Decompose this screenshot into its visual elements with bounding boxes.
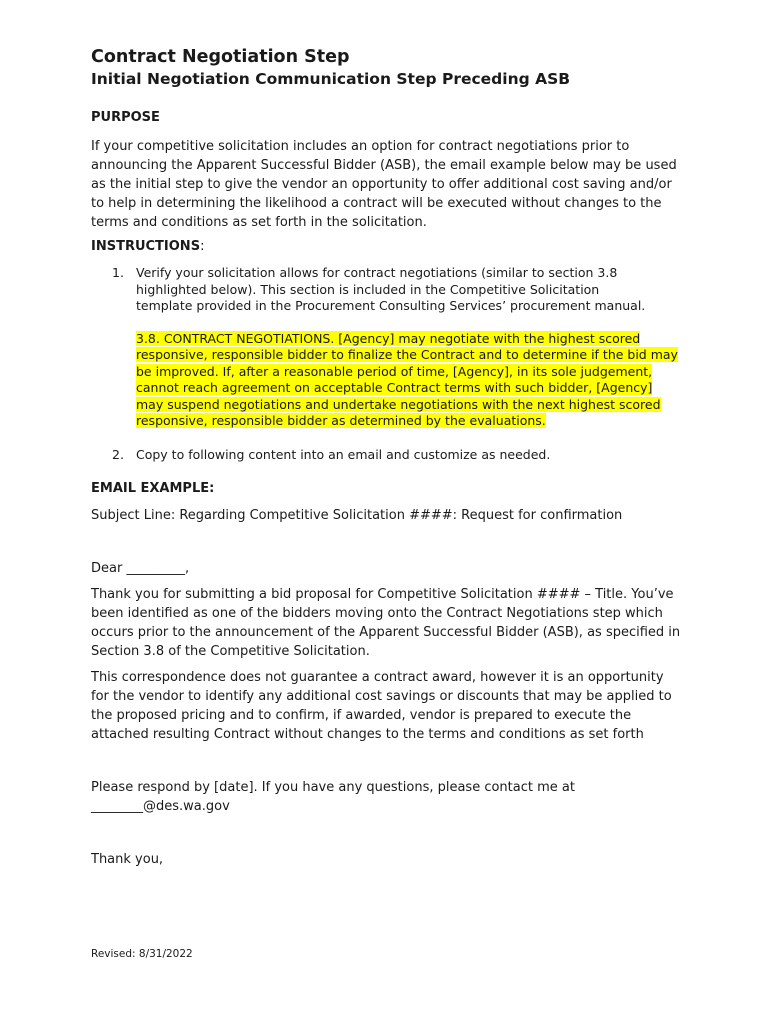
document-subtitle: Initial Negotiation Communication Step Preceding ASB [91,70,571,88]
email-body-paragraph-2: This correspondence does not guarantee a contract award, however it is an opportunity for the vendor to identify any additional cost savings or discounts that may be applied to the proposed pricing and to confirm, if awarded, vendor is prepared to execute the attached resulting Contract without changes to the terms and conditions as set forth [91,670,672,742]
instruction-number-1: 1. [112,265,124,280]
section-3-8-excerpt [91,331,681,430]
instruction-text-2: Copy to following content into an email and customize as needed. [136,446,551,462]
instructions-heading [91,238,691,256]
instruction-text-1: Verify your solicitation allows for contract negotiations (similar to section 3.8 highlighted below). This section is included in the Competitive Solicitation template provided in the Procurement Consulting Services’ procurement manual. [136,265,646,313]
email-closing: Thank you, [91,852,164,867]
revised-date-footer: Revised: 8/31/2022 [91,948,193,960]
document-title: Contract Negotiation Step [91,47,350,67]
instructions-heading-colon: : [200,239,205,254]
highlighted-contract-clause: 3.8. CONTRACT NEGOTIATIONS. [Agency] may negotiate with the highest scored responsive, responsible bidder to finalize the Contract and to determine if the bid may be improved. If, after a reasonable period of time, [Agency], in its sole judgement, cannot reach agreement on acceptable Contract terms with such bidder, [Agency] may suspend negotiations and undertake negotiations with the next highest scored responsive, responsible bidder as determined by the evaluations. [136,330,678,428]
email-body-paragraph-1: Thank you for submitting a bid proposal for Competitive Solicitation #### – Title. You’ve been identified as one of the bidders moving onto the Contract Negotiations step which occurs prior to the announcement of the Apparent Successful Bidder (ASB), as specified in Section 3.8 of the Competitive Solicitation. [91,587,681,659]
purpose-heading: PURPOSE [91,110,160,125]
email-body-paragraph-3: Please respond by [date]. If you have any questions, please contact me at ________@des.wa.gov [91,780,575,814]
email-subject-line: Subject Line: Regarding Competitive Solicitation ####: Request for confirmation [91,508,623,523]
instruction-number-2: 2. [112,446,124,462]
instruction-item-2 [91,447,681,464]
instructions-heading-label: INSTRUCTIONS [91,239,201,254]
email-example-heading: EMAIL EXAMPLE: [91,481,215,496]
purpose-text: If your competitive solicitation includes an option for contract negotiations prior to announcing the Apparent Successful Bidder (ASB), the email example below may be used as the initial step to give the vendor an opportunity to offer additional cost saving and/or to help in determining the likelihood a contract will be executed without changes to the terms and conditions as set forth in the solicitation. [91,139,677,230]
email-greeting: Dear _________, [91,561,190,576]
instruction-item-1 [91,265,646,315]
document-page [91,46,691,869]
